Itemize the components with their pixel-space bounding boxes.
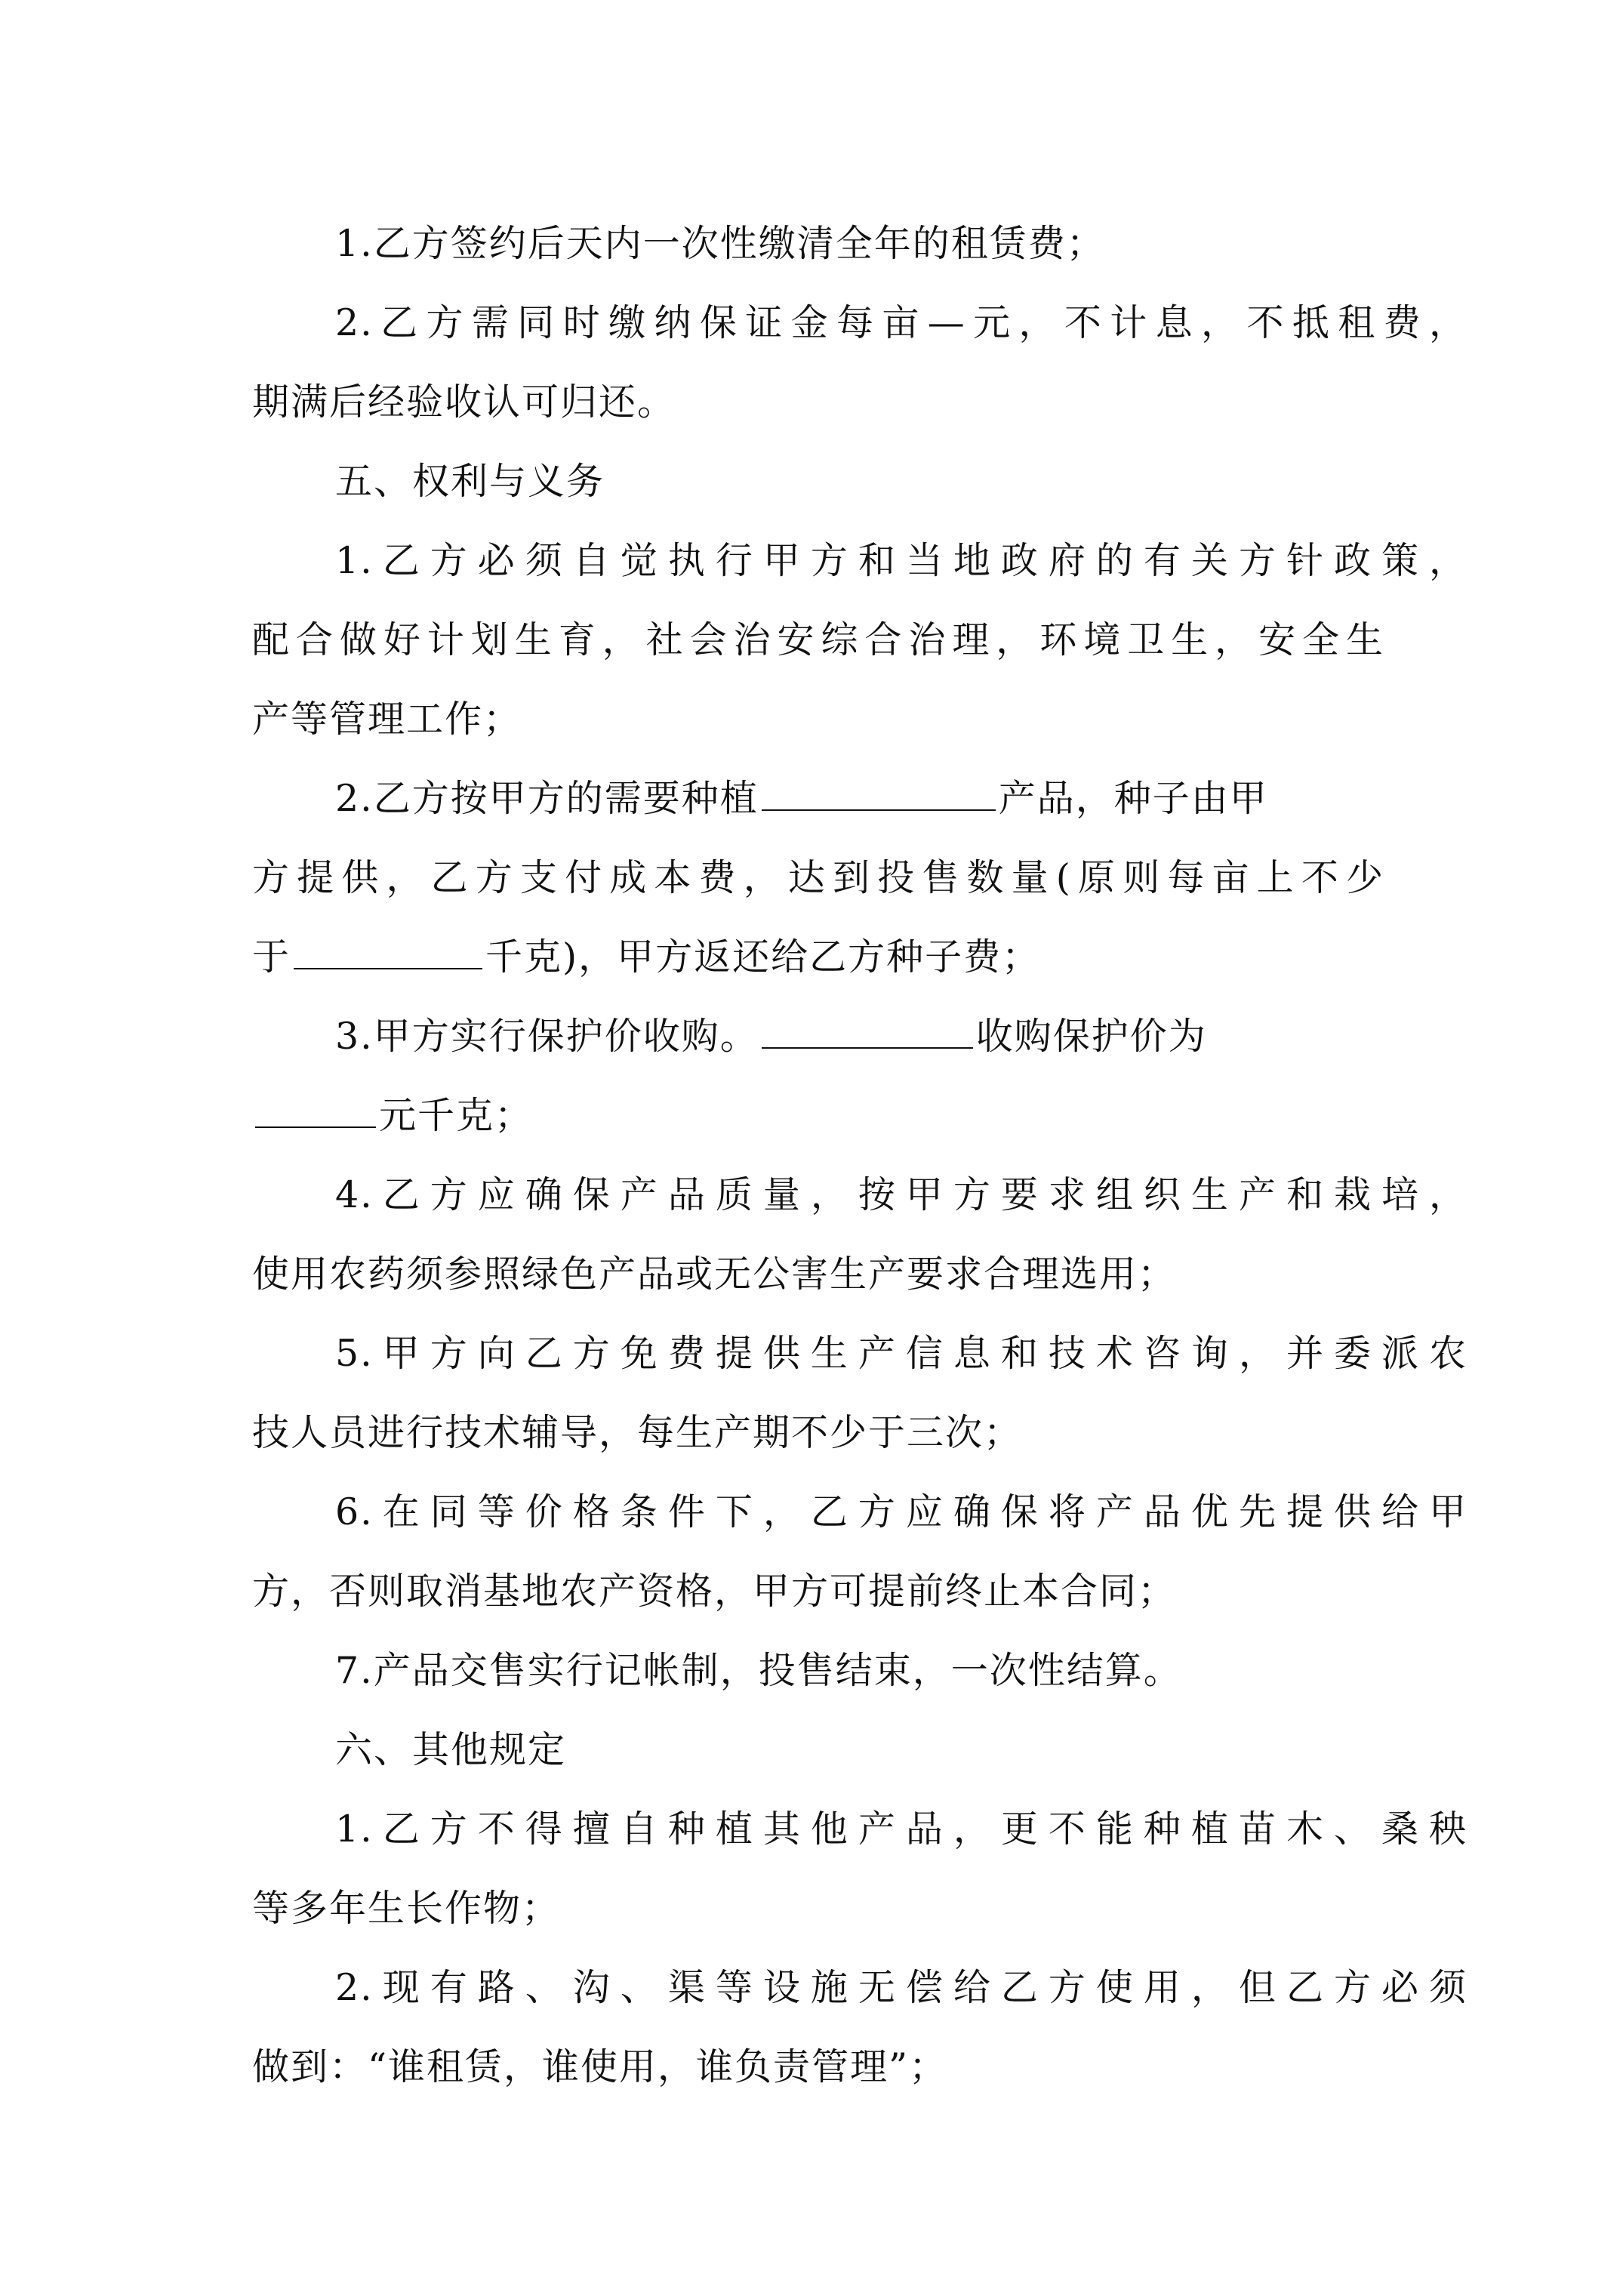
clause-5-7: 7.产品交售实行记帐制，投售结束，一次性结算。: [335, 1649, 1182, 1692]
clause-4-1: 1.乙方签约后天内一次性缴清全年的租赁费；: [335, 222, 1105, 265]
section-5-heading: 五、权利与义务: [335, 460, 605, 503]
clause-6-1-line-2: 等多年生长作物；: [252, 1887, 561, 1930]
clause-5-2-text-c: 于: [252, 935, 291, 978]
clause-5-5-line-1: 5.甲方向乙方免费提供生产信息和技术咨询，并委派农: [335, 1332, 1467, 1375]
clause-4-2-line-2: 期满后经验收认可归还。: [252, 381, 676, 424]
clause-5-4-line-2: 使用农药须参照绿色产品或无公害生产要求合理选用；: [252, 1253, 1177, 1296]
clause-5-6-line-2: 方，否则取消基地农产资格，甲方可提前终止本合同；: [252, 1570, 1177, 1613]
fill-blank-kilograms[interactable]: [294, 924, 482, 969]
clause-5-1-line-1: 1.乙方必须自觉执行甲方和当地政府的有关方针政策，: [335, 539, 1467, 582]
clause-5-3-text-b: 收购保护价为: [975, 1015, 1207, 1058]
clause-5-2-line-1: [252, 759, 1384, 838]
clause-6-2-line-1: 2.现有路、沟、渠等设施无偿给乙方使用，但乙方必须: [335, 1966, 1467, 2009]
clause-5-6-line-1: 6.在同等价格条件下，乙方应确保将产品优先提供给甲: [335, 1490, 1467, 1533]
clause-6-1-line-1: 1.乙方不得擅自种植其他产品，更不能种植苗木、桑秧: [335, 1808, 1467, 1851]
clause-5-3-line-2: [252, 1076, 1384, 1155]
clause-5-2-line-3: [252, 917, 1384, 997]
fill-blank-price[interactable]: [255, 1083, 376, 1128]
clause-5-3-text-a: 3.甲方实行保护价收购。: [335, 1015, 759, 1058]
clause-5-3-text-d: 元千克；: [379, 1094, 534, 1137]
clause-5-5-line-2: 技人员进行技术辅导，每生产期不少于三次；: [252, 1411, 1023, 1454]
clause-4-2-line-1: 2.乙方需同时缴纳保证金每亩—元，不计息，不抵租费，: [335, 301, 1467, 344]
clause-5-2-text-a: 2.乙方按甲方的需要种植: [335, 777, 759, 820]
clause-5-1-line-2: 配合做好计划生育，社会治安综合治理，环境卫生，安全生: [252, 618, 1384, 661]
clause-5-2-text-d: 千克)，甲方返还给乙方种子费；: [485, 935, 1041, 978]
fill-blank-product[interactable]: [762, 766, 996, 811]
clause-5-2-line-2: 方提供，乙方支付成本费，达到投售数量(原则每亩上不少: [252, 856, 1384, 899]
clause-5-4-line-1: 4.乙方应确保产品质量，按甲方要求组织生产和栽培，: [335, 1173, 1467, 1216]
clause-5-2-text-b: 产品，种子由甲: [998, 777, 1268, 820]
clause-5-1-line-3: 产等管理工作；: [252, 698, 522, 741]
section-6-heading: 六、其他规定: [335, 1728, 567, 1771]
clause-6-2-line-2: 做到：“谁租赁，谁使用，谁负责管理”；: [252, 2045, 948, 2088]
fill-blank-purchase[interactable]: [762, 1003, 973, 1049]
clause-5-3-line-1: [252, 997, 1384, 1076]
document-body: [252, 204, 1467, 2106]
